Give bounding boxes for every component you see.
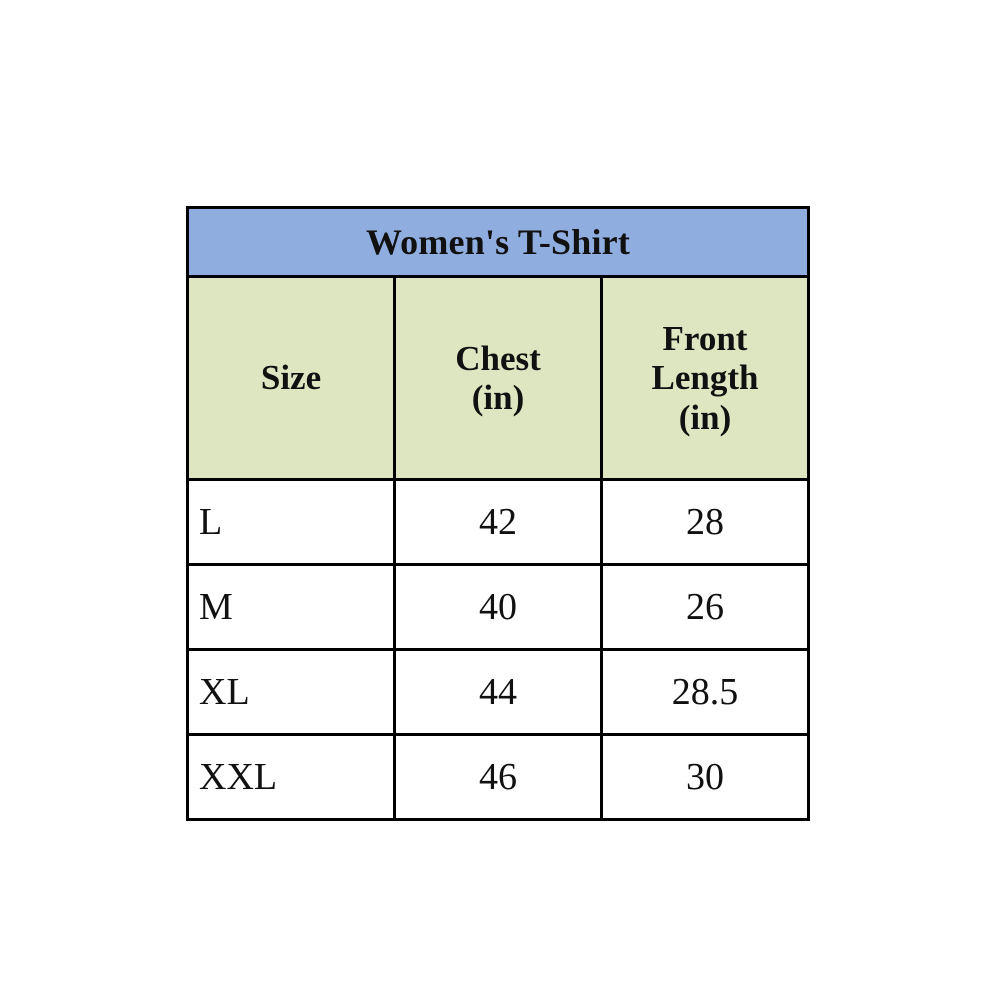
column-header-front-length-line3: (in) <box>678 397 732 437</box>
table-head <box>188 208 809 480</box>
cell-front-length: 26 <box>602 565 809 650</box>
size-chart-table <box>186 206 810 821</box>
cell-chest: 44 <box>395 650 602 735</box>
column-header-front-length-line2: Length <box>651 358 759 398</box>
table-row <box>188 650 809 735</box>
column-header-front-length <box>602 277 809 480</box>
size-chart-container <box>186 206 810 821</box>
column-header-front-length-line1: Front <box>662 319 748 359</box>
cell-chest: 46 <box>395 735 602 820</box>
column-header-size <box>188 277 395 480</box>
column-header-size-line1: Size <box>260 358 322 398</box>
cell-size: XXL <box>188 735 395 820</box>
cell-chest: 42 <box>395 480 602 565</box>
cell-size: M <box>188 565 395 650</box>
table-title-row <box>188 208 809 277</box>
table-title: Women's T-Shirt <box>188 208 809 277</box>
cell-chest: 40 <box>395 565 602 650</box>
cell-front-length: 28 <box>602 480 809 565</box>
table-row <box>188 480 809 565</box>
table-row <box>188 565 809 650</box>
column-header-chest <box>395 277 602 480</box>
table-header-row <box>188 277 809 480</box>
column-header-chest-line2: (in) <box>471 378 525 417</box>
table-body <box>188 480 809 820</box>
column-header-chest-line1: Chest <box>455 338 541 378</box>
cell-front-length: 28.5 <box>602 650 809 735</box>
table-row <box>188 735 809 820</box>
cell-size: L <box>188 480 395 565</box>
cell-front-length: 30 <box>602 735 809 820</box>
cell-size: XL <box>188 650 395 735</box>
